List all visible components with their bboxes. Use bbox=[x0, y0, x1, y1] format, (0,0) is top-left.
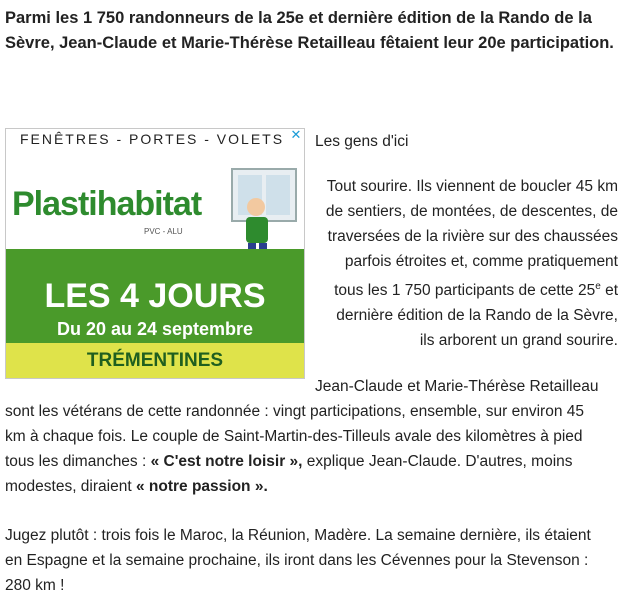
paragraph-2-first-line: Jean-Claude et Marie-Thérèse Retailleau bbox=[315, 378, 599, 395]
quote: « notre passion ». bbox=[135, 478, 268, 495]
paragraph-line: km à chaque fois. Le couple de Saint-Martin-des-Tilleuls avale des kilomètres à pied bbox=[5, 428, 583, 445]
ad-city: TRÉMENTINES bbox=[6, 343, 304, 378]
paragraph-line bbox=[315, 274, 618, 303]
ad-days-headline: LES 4 JOURS bbox=[44, 277, 266, 315]
paragraph-text: explique Jean-Claude. D'autres, moins bbox=[302, 453, 573, 470]
paragraph-line: dernière édition de la Rando de la Sèvre, bbox=[336, 307, 618, 325]
ad-brand-subtitle: PVC - ALU bbox=[144, 227, 183, 236]
paragraph-text: et bbox=[600, 282, 618, 300]
paragraph-line bbox=[5, 449, 620, 474]
paragraph-2 bbox=[5, 399, 620, 499]
paragraph-line: en Espagne et la semaine prochaine, ils iront dans les Cévennes pour la Stevenson : bbox=[5, 552, 589, 569]
paragraph-1 bbox=[315, 174, 618, 353]
section-label: Les gens d'ici bbox=[315, 133, 409, 150]
paragraph-line: Tout sourire. Ils viennent de boucler 45 km bbox=[326, 178, 618, 195]
paragraph-line: ils arborent un grand sourire. bbox=[419, 332, 618, 350]
paragraph-line: sont les vétérans de cette randonnée : vingt participations, ensemble, sur environ 45 bbox=[5, 403, 585, 420]
paragraph-line: Jugez plutôt : trois fois le Maroc, la Réunion, Madère. La semaine dernière, ils étaient bbox=[5, 527, 591, 544]
advertisement-banner[interactable] bbox=[5, 128, 305, 379]
paragraph-line: de sentiers, de montées, de descentes, de bbox=[325, 203, 618, 220]
article-lead: Parmi les 1 750 randonneurs de la 25e et dernière édition de la Rando de la Sèvre, Jean-Claude et Marie-Thérèse Retailleau fêtaient leur 20e participation. bbox=[5, 9, 614, 52]
paragraph-text: modestes, diraient bbox=[5, 478, 136, 495]
paragraph-line: 280 km ! bbox=[5, 577, 65, 594]
paragraph-line bbox=[5, 474, 620, 499]
ad-close-icon[interactable]: ✕ bbox=[290, 128, 302, 142]
ad-dates: Du 20 au 24 septembre bbox=[56, 319, 254, 339]
paragraph-3 bbox=[5, 523, 620, 598]
superscript: e bbox=[595, 281, 601, 292]
paragraph-text: tous les 1 750 participants de cette 25 bbox=[334, 282, 596, 300]
ad-top-line: FENÊTRES - PORTES - VOLETS bbox=[19, 131, 285, 147]
paragraph-text: tous les dimanches : bbox=[5, 453, 151, 470]
ad-brand-name: Plastihabitat bbox=[12, 185, 202, 223]
quote: « C'est notre loisir », bbox=[150, 453, 303, 470]
paragraph-line: parfois étroites et, comme pratiquement bbox=[344, 253, 618, 270]
paragraph-line: traversées de la rivière sur des chaussées bbox=[327, 228, 618, 245]
